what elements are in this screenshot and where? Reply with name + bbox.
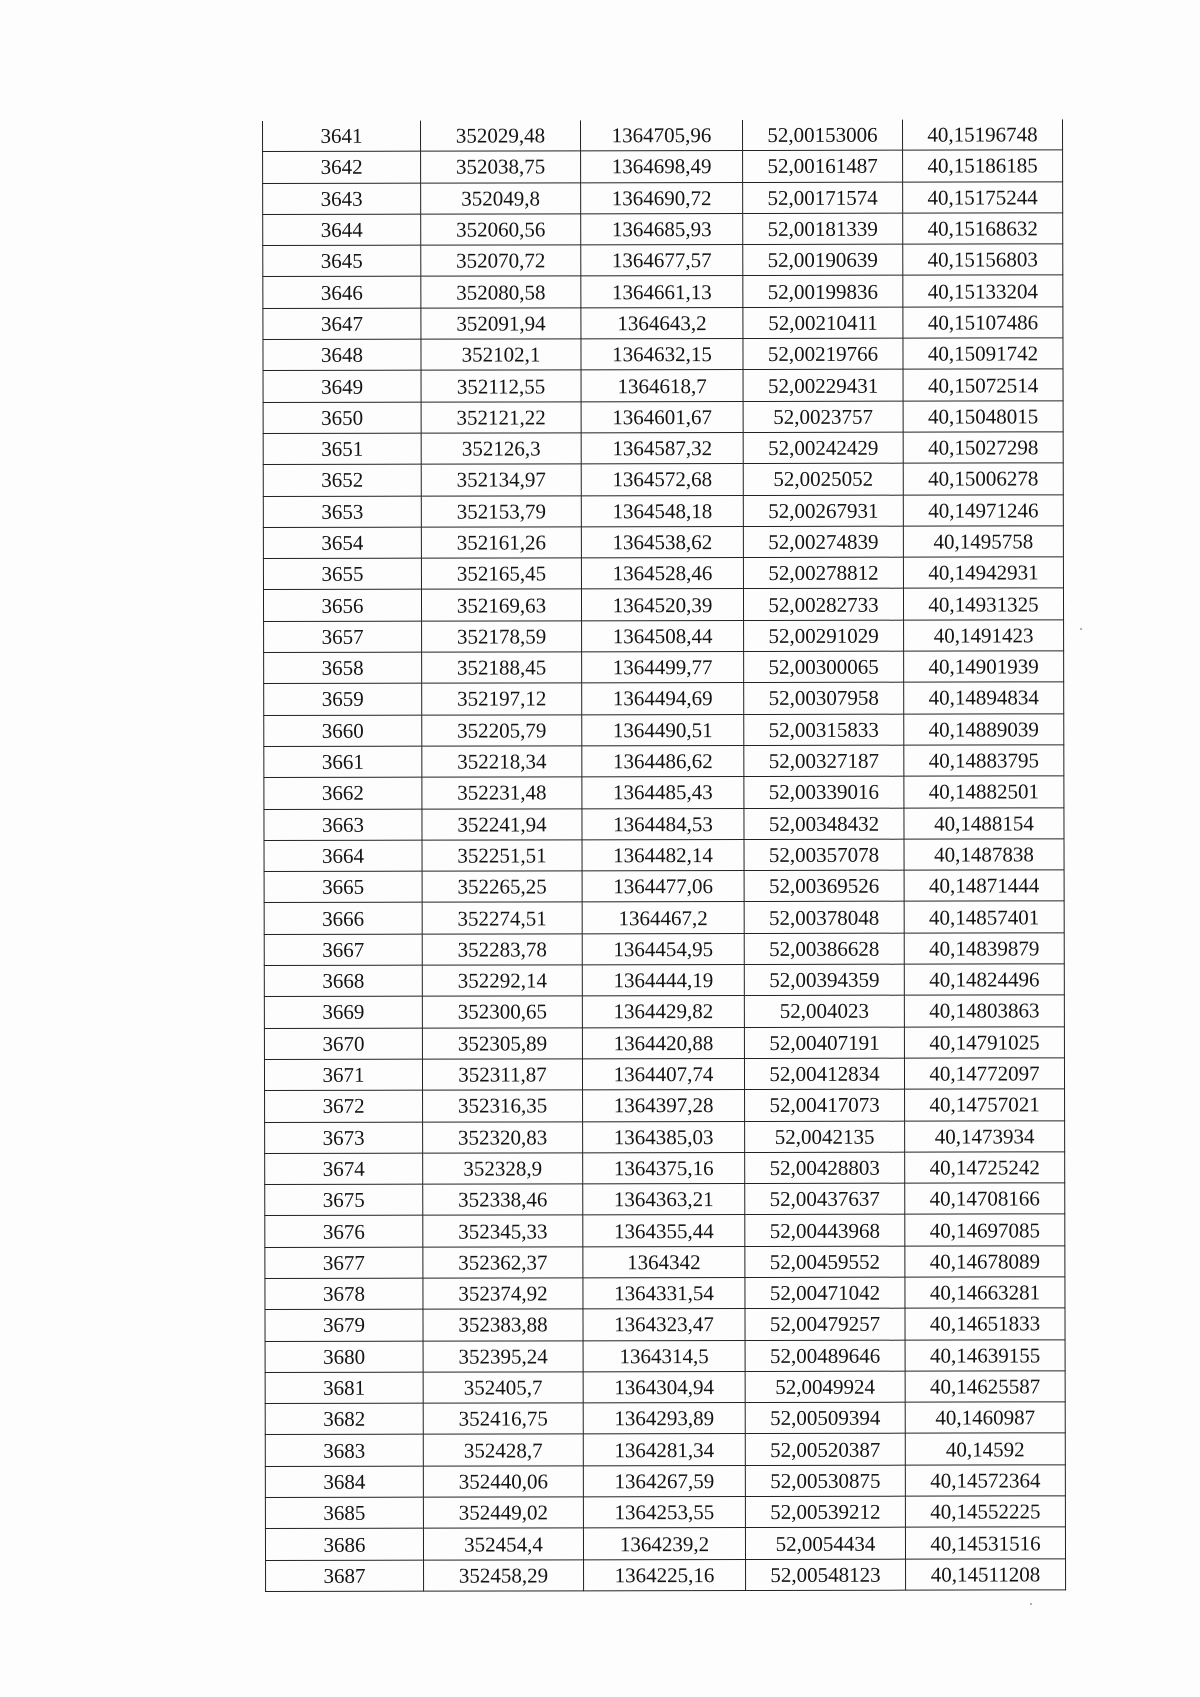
y-coordinate-cell: 1364267,59 bbox=[583, 1465, 745, 1497]
x-coordinate-cell: 352428,7 bbox=[423, 1434, 583, 1466]
x-coordinate-cell: 352197,12 bbox=[422, 683, 582, 715]
x-coordinate-cell: 352292,14 bbox=[422, 965, 582, 997]
y-coordinate-cell: 1364420,88 bbox=[582, 1027, 744, 1059]
point-number-cell: 3667 bbox=[264, 934, 422, 966]
longitude-cell: 40,14651833 bbox=[905, 1308, 1065, 1340]
y-coordinate-cell: 1364225,16 bbox=[584, 1559, 746, 1591]
latitude-cell: 52,0042135 bbox=[745, 1121, 905, 1153]
table-row bbox=[264, 870, 1064, 903]
point-number-cell: 3650 bbox=[263, 402, 421, 434]
latitude-cell: 52,00190639 bbox=[743, 244, 903, 276]
point-number-cell: 3652 bbox=[263, 464, 421, 496]
longitude-cell: 40,14697085 bbox=[905, 1214, 1065, 1246]
longitude-cell: 40,14531516 bbox=[905, 1527, 1065, 1559]
table-row bbox=[265, 1527, 1065, 1560]
x-coordinate-cell: 352416,75 bbox=[423, 1403, 583, 1435]
table-row bbox=[263, 307, 1063, 340]
longitude-cell: 40,14552225 bbox=[905, 1496, 1065, 1528]
table-row bbox=[263, 588, 1063, 621]
y-coordinate-cell: 1364454,95 bbox=[582, 933, 744, 965]
table-row bbox=[263, 494, 1063, 527]
x-coordinate-cell: 352126,3 bbox=[421, 433, 581, 465]
longitude-cell: 40,14791025 bbox=[904, 1026, 1064, 1058]
y-coordinate-cell: 1364281,34 bbox=[583, 1434, 745, 1466]
x-coordinate-cell: 352205,79 bbox=[422, 714, 582, 746]
latitude-cell: 52,0025052 bbox=[743, 463, 903, 495]
longitude-cell: 40,15072514 bbox=[903, 369, 1063, 401]
x-coordinate-cell: 352283,78 bbox=[422, 934, 582, 966]
table-row bbox=[264, 839, 1064, 872]
y-coordinate-cell: 1364685,93 bbox=[581, 213, 743, 245]
latitude-cell: 52,00229431 bbox=[743, 370, 903, 402]
y-coordinate-cell: 1364331,54 bbox=[583, 1277, 745, 1309]
longitude-cell: 40,14757021 bbox=[905, 1089, 1065, 1121]
latitude-cell: 52,00171574 bbox=[743, 182, 903, 214]
x-coordinate-cell: 352070,72 bbox=[421, 245, 581, 277]
longitude-cell: 40,14882501 bbox=[904, 776, 1064, 808]
y-coordinate-cell: 1364444,19 bbox=[582, 965, 744, 997]
longitude-cell: 40,14901939 bbox=[904, 651, 1064, 683]
table-row bbox=[263, 432, 1063, 465]
point-number-cell: 3660 bbox=[264, 715, 422, 747]
y-coordinate-cell: 1364618,7 bbox=[581, 370, 743, 402]
x-coordinate-cell: 352091,94 bbox=[421, 308, 581, 340]
longitude-cell: 40,14889039 bbox=[904, 713, 1064, 745]
x-coordinate-cell: 352178,59 bbox=[422, 621, 582, 653]
x-coordinate-cell: 352440,06 bbox=[423, 1466, 583, 1498]
y-coordinate-cell: 1364538,62 bbox=[581, 526, 743, 558]
x-coordinate-cell: 352241,94 bbox=[422, 808, 582, 840]
scan-speck bbox=[1080, 628, 1082, 630]
point-number-cell: 3677 bbox=[265, 1247, 423, 1279]
longitude-cell: 40,14511208 bbox=[906, 1558, 1066, 1590]
point-number-cell: 3641 bbox=[263, 121, 421, 152]
longitude-cell: 40,15006278 bbox=[903, 463, 1063, 495]
table-row bbox=[263, 275, 1063, 308]
x-coordinate-cell: 352458,29 bbox=[424, 1559, 584, 1591]
point-number-cell: 3656 bbox=[263, 590, 421, 622]
y-coordinate-cell: 1364429,82 bbox=[582, 996, 744, 1028]
y-coordinate-cell: 1364698,49 bbox=[581, 151, 743, 183]
table-row bbox=[263, 369, 1063, 402]
point-number-cell: 3684 bbox=[265, 1466, 423, 1498]
x-coordinate-cell: 352188,45 bbox=[422, 652, 582, 684]
table-row bbox=[264, 1058, 1064, 1091]
longitude-cell: 40,14839879 bbox=[904, 933, 1064, 965]
longitude-cell: 40,1487838 bbox=[904, 839, 1064, 871]
point-number-cell: 3678 bbox=[265, 1278, 423, 1310]
latitude-cell: 52,00267931 bbox=[743, 495, 903, 527]
y-coordinate-cell: 1364467,2 bbox=[582, 902, 744, 934]
latitude-cell: 52,00161487 bbox=[743, 150, 903, 182]
y-coordinate-cell: 1364490,51 bbox=[582, 714, 744, 746]
longitude-cell: 40,14725242 bbox=[905, 1152, 1065, 1184]
longitude-cell: 40,14572364 bbox=[905, 1465, 1065, 1497]
y-coordinate-cell: 1364323,47 bbox=[583, 1309, 745, 1341]
x-coordinate-cell: 352338,46 bbox=[423, 1184, 583, 1216]
y-coordinate-cell: 1364705,96 bbox=[580, 120, 742, 151]
longitude-cell: 40,14871444 bbox=[904, 870, 1064, 902]
point-number-cell: 3683 bbox=[265, 1435, 423, 1467]
x-coordinate-cell: 352165,45 bbox=[421, 558, 581, 590]
longitude-cell: 40,14678089 bbox=[905, 1246, 1065, 1278]
table-row bbox=[265, 1246, 1065, 1279]
x-coordinate-cell: 352251,51 bbox=[422, 840, 582, 872]
latitude-cell: 52,00489646 bbox=[745, 1340, 905, 1372]
latitude-cell: 52,00539212 bbox=[745, 1496, 905, 1528]
latitude-cell: 52,00315833 bbox=[744, 714, 904, 746]
x-coordinate-cell: 352320,83 bbox=[423, 1121, 583, 1153]
x-coordinate-cell: 352454,4 bbox=[423, 1528, 583, 1560]
longitude-cell: 40,1460987 bbox=[905, 1402, 1065, 1434]
table-row bbox=[265, 1120, 1065, 1153]
latitude-cell: 52,00548123 bbox=[746, 1559, 906, 1591]
x-coordinate-cell: 352153,79 bbox=[421, 495, 581, 527]
latitude-cell: 52,00443968 bbox=[745, 1215, 905, 1247]
point-number-cell: 3662 bbox=[264, 777, 422, 809]
latitude-cell: 52,00282733 bbox=[743, 589, 903, 621]
latitude-cell: 52,00181339 bbox=[743, 213, 903, 245]
latitude-cell: 52,00274839 bbox=[743, 526, 903, 558]
longitude-cell: 40,15156803 bbox=[903, 244, 1063, 276]
longitude-cell: 40,14971246 bbox=[903, 494, 1063, 526]
y-coordinate-cell: 1364661,13 bbox=[581, 276, 743, 308]
latitude-cell: 52,00339016 bbox=[744, 776, 904, 808]
point-number-cell: 3642 bbox=[263, 151, 421, 183]
longitude-cell: 40,14639155 bbox=[905, 1339, 1065, 1371]
latitude-cell: 52,00357078 bbox=[744, 839, 904, 871]
latitude-cell: 52,00307958 bbox=[744, 683, 904, 715]
point-number-cell: 3663 bbox=[264, 809, 422, 841]
table-row bbox=[264, 745, 1064, 778]
point-number-cell: 3670 bbox=[264, 1028, 422, 1060]
table-row bbox=[263, 526, 1063, 559]
latitude-cell: 52,00394359 bbox=[744, 964, 904, 996]
table-row bbox=[264, 1026, 1064, 1059]
table-row bbox=[264, 933, 1064, 966]
longitude-cell: 40,15175244 bbox=[903, 181, 1063, 213]
longitude-cell: 40,14857401 bbox=[904, 901, 1064, 933]
x-coordinate-cell: 352121,22 bbox=[421, 402, 581, 434]
x-coordinate-cell: 352029,48 bbox=[420, 120, 580, 151]
point-number-cell: 3659 bbox=[264, 684, 422, 716]
longitude-cell: 40,15048015 bbox=[903, 400, 1063, 432]
y-coordinate-cell: 1364304,94 bbox=[583, 1371, 745, 1403]
x-coordinate-cell: 352038,75 bbox=[421, 151, 581, 183]
longitude-cell: 40,14625587 bbox=[905, 1371, 1065, 1403]
y-coordinate-cell: 1364494,69 bbox=[582, 683, 744, 715]
latitude-cell: 52,00479257 bbox=[745, 1308, 905, 1340]
longitude-cell: 40,14803863 bbox=[904, 995, 1064, 1027]
point-number-cell: 3645 bbox=[263, 245, 421, 277]
point-number-cell: 3687 bbox=[266, 1560, 424, 1592]
table-row bbox=[265, 1433, 1065, 1466]
x-coordinate-cell: 352316,35 bbox=[423, 1090, 583, 1122]
longitude-cell: 40,15133204 bbox=[903, 275, 1063, 307]
point-number-cell: 3657 bbox=[264, 621, 422, 653]
point-number-cell: 3673 bbox=[265, 1122, 423, 1154]
point-number-cell: 3668 bbox=[264, 965, 422, 997]
table-row bbox=[263, 150, 1063, 183]
latitude-cell: 52,00530875 bbox=[745, 1465, 905, 1497]
latitude-cell: 52,00210411 bbox=[743, 307, 903, 339]
latitude-cell: 52,00242429 bbox=[743, 432, 903, 464]
point-number-cell: 3669 bbox=[264, 996, 422, 1028]
x-coordinate-cell: 352449,02 bbox=[423, 1497, 583, 1529]
longitude-cell: 40,14708166 bbox=[905, 1183, 1065, 1215]
y-coordinate-cell: 1364484,53 bbox=[582, 808, 744, 840]
x-coordinate-cell: 352265,25 bbox=[422, 871, 582, 903]
latitude-cell: 52,00428803 bbox=[745, 1152, 905, 1184]
latitude-cell: 52,00407191 bbox=[744, 1027, 904, 1059]
point-number-cell: 3682 bbox=[265, 1403, 423, 1435]
x-coordinate-cell: 352231,48 bbox=[422, 777, 582, 809]
table-row bbox=[265, 1183, 1065, 1216]
y-coordinate-cell: 1364407,74 bbox=[582, 1058, 744, 1090]
point-number-cell: 3644 bbox=[263, 214, 421, 246]
table-row bbox=[265, 1339, 1065, 1372]
point-number-cell: 3665 bbox=[264, 871, 422, 903]
coordinates-table-body bbox=[263, 119, 1066, 1591]
x-coordinate-cell: 352102,1 bbox=[421, 339, 581, 371]
y-coordinate-cell: 1364363,21 bbox=[583, 1184, 745, 1216]
longitude-cell: 40,14883795 bbox=[904, 745, 1064, 777]
point-number-cell: 3679 bbox=[265, 1309, 423, 1341]
latitude-cell: 52,00199836 bbox=[743, 276, 903, 308]
point-number-cell: 3653 bbox=[263, 496, 421, 528]
y-coordinate-cell: 1364643,2 bbox=[581, 307, 743, 339]
latitude-cell: 52,00437637 bbox=[745, 1183, 905, 1215]
point-number-cell: 3655 bbox=[263, 558, 421, 590]
table-row bbox=[265, 1214, 1065, 1247]
y-coordinate-cell: 1364385,03 bbox=[583, 1121, 745, 1153]
point-number-cell: 3649 bbox=[263, 371, 421, 403]
table-row bbox=[264, 713, 1064, 746]
latitude-cell: 52,00348432 bbox=[744, 808, 904, 840]
latitude-cell: 52,0054434 bbox=[745, 1528, 905, 1560]
table-row bbox=[265, 1465, 1065, 1498]
x-coordinate-cell: 352112,55 bbox=[421, 370, 581, 402]
latitude-cell: 52,00300065 bbox=[744, 651, 904, 683]
table-row bbox=[264, 776, 1064, 809]
point-number-cell: 3658 bbox=[264, 652, 422, 684]
longitude-cell: 40,14772097 bbox=[904, 1058, 1064, 1090]
latitude-cell: 52,00291029 bbox=[744, 620, 904, 652]
table-row bbox=[264, 807, 1064, 840]
longitude-cell: 40,14931325 bbox=[903, 588, 1063, 620]
latitude-cell: 52,00219766 bbox=[743, 338, 903, 370]
latitude-cell: 52,00471042 bbox=[745, 1277, 905, 1309]
table-row bbox=[264, 651, 1064, 684]
x-coordinate-cell: 352274,51 bbox=[422, 902, 582, 934]
longitude-cell: 40,14592 bbox=[905, 1433, 1065, 1465]
longitude-cell: 40,1488154 bbox=[904, 807, 1064, 839]
y-coordinate-cell: 1364548,18 bbox=[581, 495, 743, 527]
x-coordinate-cell: 352383,88 bbox=[423, 1309, 583, 1341]
point-number-cell: 3646 bbox=[263, 277, 421, 309]
table-row bbox=[264, 682, 1064, 715]
latitude-cell: 52,00378048 bbox=[744, 902, 904, 934]
x-coordinate-cell: 352395,24 bbox=[423, 1340, 583, 1372]
y-coordinate-cell: 1364508,44 bbox=[582, 620, 744, 652]
table-row bbox=[265, 1402, 1065, 1435]
point-number-cell: 3674 bbox=[265, 1153, 423, 1185]
longitude-cell: 40,15168632 bbox=[903, 213, 1063, 245]
longitude-cell: 40,15107486 bbox=[903, 307, 1063, 339]
table-row bbox=[263, 338, 1063, 371]
point-number-cell: 3648 bbox=[263, 339, 421, 371]
y-coordinate-cell: 1364355,44 bbox=[583, 1215, 745, 1247]
table-row bbox=[264, 995, 1064, 1028]
latitude-cell: 52,00369526 bbox=[744, 870, 904, 902]
latitude-cell: 52,00520387 bbox=[745, 1434, 905, 1466]
latitude-cell: 52,00327187 bbox=[744, 745, 904, 777]
point-number-cell: 3671 bbox=[264, 1059, 422, 1091]
y-coordinate-cell: 1364342 bbox=[583, 1246, 745, 1278]
y-coordinate-cell: 1364253,55 bbox=[583, 1497, 745, 1529]
latitude-cell: 52,00417073 bbox=[745, 1089, 905, 1121]
scan-speck bbox=[1030, 1603, 1032, 1605]
latitude-cell: 52,00278812 bbox=[743, 557, 903, 589]
table-row bbox=[264, 620, 1064, 653]
table-row bbox=[265, 1308, 1065, 1341]
y-coordinate-cell: 1364601,67 bbox=[581, 401, 743, 433]
table-row bbox=[263, 463, 1063, 496]
longitude-cell: 40,15091742 bbox=[903, 338, 1063, 370]
y-coordinate-cell: 1364482,14 bbox=[582, 839, 744, 871]
point-number-cell: 3676 bbox=[265, 1216, 423, 1248]
point-number-cell: 3643 bbox=[263, 183, 421, 215]
point-number-cell: 3680 bbox=[265, 1341, 423, 1373]
table-row bbox=[263, 244, 1063, 277]
latitude-cell: 52,00412834 bbox=[744, 1058, 904, 1090]
y-coordinate-cell: 1364239,2 bbox=[583, 1528, 745, 1560]
table-row bbox=[263, 400, 1063, 433]
longitude-cell: 40,14942931 bbox=[903, 557, 1063, 589]
longitude-cell: 40,15027298 bbox=[903, 432, 1063, 464]
y-coordinate-cell: 1364677,57 bbox=[581, 245, 743, 277]
x-coordinate-cell: 352080,58 bbox=[421, 276, 581, 308]
longitude-cell: 40,1495758 bbox=[903, 526, 1063, 558]
latitude-cell: 52,0023757 bbox=[743, 401, 903, 433]
table-row bbox=[263, 181, 1063, 214]
table-row bbox=[265, 1152, 1065, 1185]
y-coordinate-cell: 1364486,62 bbox=[582, 745, 744, 777]
y-coordinate-cell: 1364397,28 bbox=[583, 1090, 745, 1122]
table-row bbox=[264, 964, 1064, 997]
y-coordinate-cell: 1364314,5 bbox=[583, 1340, 745, 1372]
table-row bbox=[266, 1558, 1066, 1591]
y-coordinate-cell: 1364293,89 bbox=[583, 1403, 745, 1435]
y-coordinate-cell: 1364587,32 bbox=[581, 432, 743, 464]
x-coordinate-cell: 352161,26 bbox=[421, 527, 581, 559]
x-coordinate-cell: 352300,65 bbox=[422, 996, 582, 1028]
latitude-cell: 52,00509394 bbox=[745, 1402, 905, 1434]
table-row bbox=[264, 901, 1064, 934]
point-number-cell: 3685 bbox=[265, 1497, 423, 1529]
y-coordinate-cell: 1364528,46 bbox=[581, 558, 743, 590]
x-coordinate-cell: 352362,37 bbox=[423, 1247, 583, 1279]
table-row bbox=[265, 1277, 1065, 1310]
table-row bbox=[263, 213, 1063, 246]
y-coordinate-cell: 1364499,77 bbox=[582, 652, 744, 684]
point-number-cell: 3675 bbox=[265, 1184, 423, 1216]
y-coordinate-cell: 1364375,16 bbox=[583, 1152, 745, 1184]
longitude-cell: 40,14663281 bbox=[905, 1277, 1065, 1309]
latitude-cell: 52,00153006 bbox=[742, 120, 902, 151]
latitude-cell: 52,00459552 bbox=[745, 1246, 905, 1278]
longitude-cell: 40,15196748 bbox=[902, 119, 1062, 150]
x-coordinate-cell: 352218,34 bbox=[422, 746, 582, 778]
point-number-cell: 3681 bbox=[265, 1372, 423, 1404]
point-number-cell: 3666 bbox=[264, 903, 422, 935]
point-number-cell: 3654 bbox=[263, 527, 421, 559]
latitude-cell: 52,00386628 bbox=[744, 933, 904, 965]
x-coordinate-cell: 352049,8 bbox=[421, 182, 581, 214]
longitude-cell: 40,14824496 bbox=[904, 964, 1064, 996]
latitude-cell: 52,004023 bbox=[744, 995, 904, 1027]
x-coordinate-cell: 352169,63 bbox=[421, 589, 581, 621]
point-number-cell: 3651 bbox=[263, 433, 421, 465]
y-coordinate-cell: 1364520,39 bbox=[581, 589, 743, 621]
latitude-cell: 52,0049924 bbox=[745, 1371, 905, 1403]
point-number-cell: 3672 bbox=[265, 1090, 423, 1122]
y-coordinate-cell: 1364477,06 bbox=[582, 871, 744, 903]
table-row bbox=[265, 1496, 1065, 1529]
longitude-cell: 40,15186185 bbox=[903, 150, 1063, 182]
x-coordinate-cell: 352311,87 bbox=[422, 1059, 582, 1091]
longitude-cell: 40,1491423 bbox=[904, 620, 1064, 652]
x-coordinate-cell: 352328,9 bbox=[423, 1153, 583, 1185]
y-coordinate-cell: 1364632,15 bbox=[581, 339, 743, 371]
point-number-cell: 3686 bbox=[265, 1529, 423, 1561]
y-coordinate-cell: 1364485,43 bbox=[582, 777, 744, 809]
x-coordinate-cell: 352374,92 bbox=[423, 1278, 583, 1310]
table-row bbox=[265, 1089, 1065, 1122]
y-coordinate-cell: 1364572,68 bbox=[581, 464, 743, 496]
point-number-cell: 3664 bbox=[264, 840, 422, 872]
table-row bbox=[265, 1371, 1065, 1404]
x-coordinate-cell: 352405,7 bbox=[423, 1372, 583, 1404]
point-number-cell: 3647 bbox=[263, 308, 421, 340]
x-coordinate-cell: 352134,97 bbox=[421, 464, 581, 496]
longitude-cell: 40,1473934 bbox=[905, 1120, 1065, 1152]
table-row bbox=[263, 119, 1063, 151]
x-coordinate-cell: 352345,33 bbox=[423, 1215, 583, 1247]
table-row bbox=[263, 557, 1063, 590]
x-coordinate-cell: 352305,89 bbox=[422, 1027, 582, 1059]
longitude-cell: 40,14894834 bbox=[904, 682, 1064, 714]
y-coordinate-cell: 1364690,72 bbox=[581, 182, 743, 214]
x-coordinate-cell: 352060,56 bbox=[421, 214, 581, 246]
coordinates-table bbox=[262, 119, 1066, 1592]
point-number-cell: 3661 bbox=[264, 746, 422, 778]
